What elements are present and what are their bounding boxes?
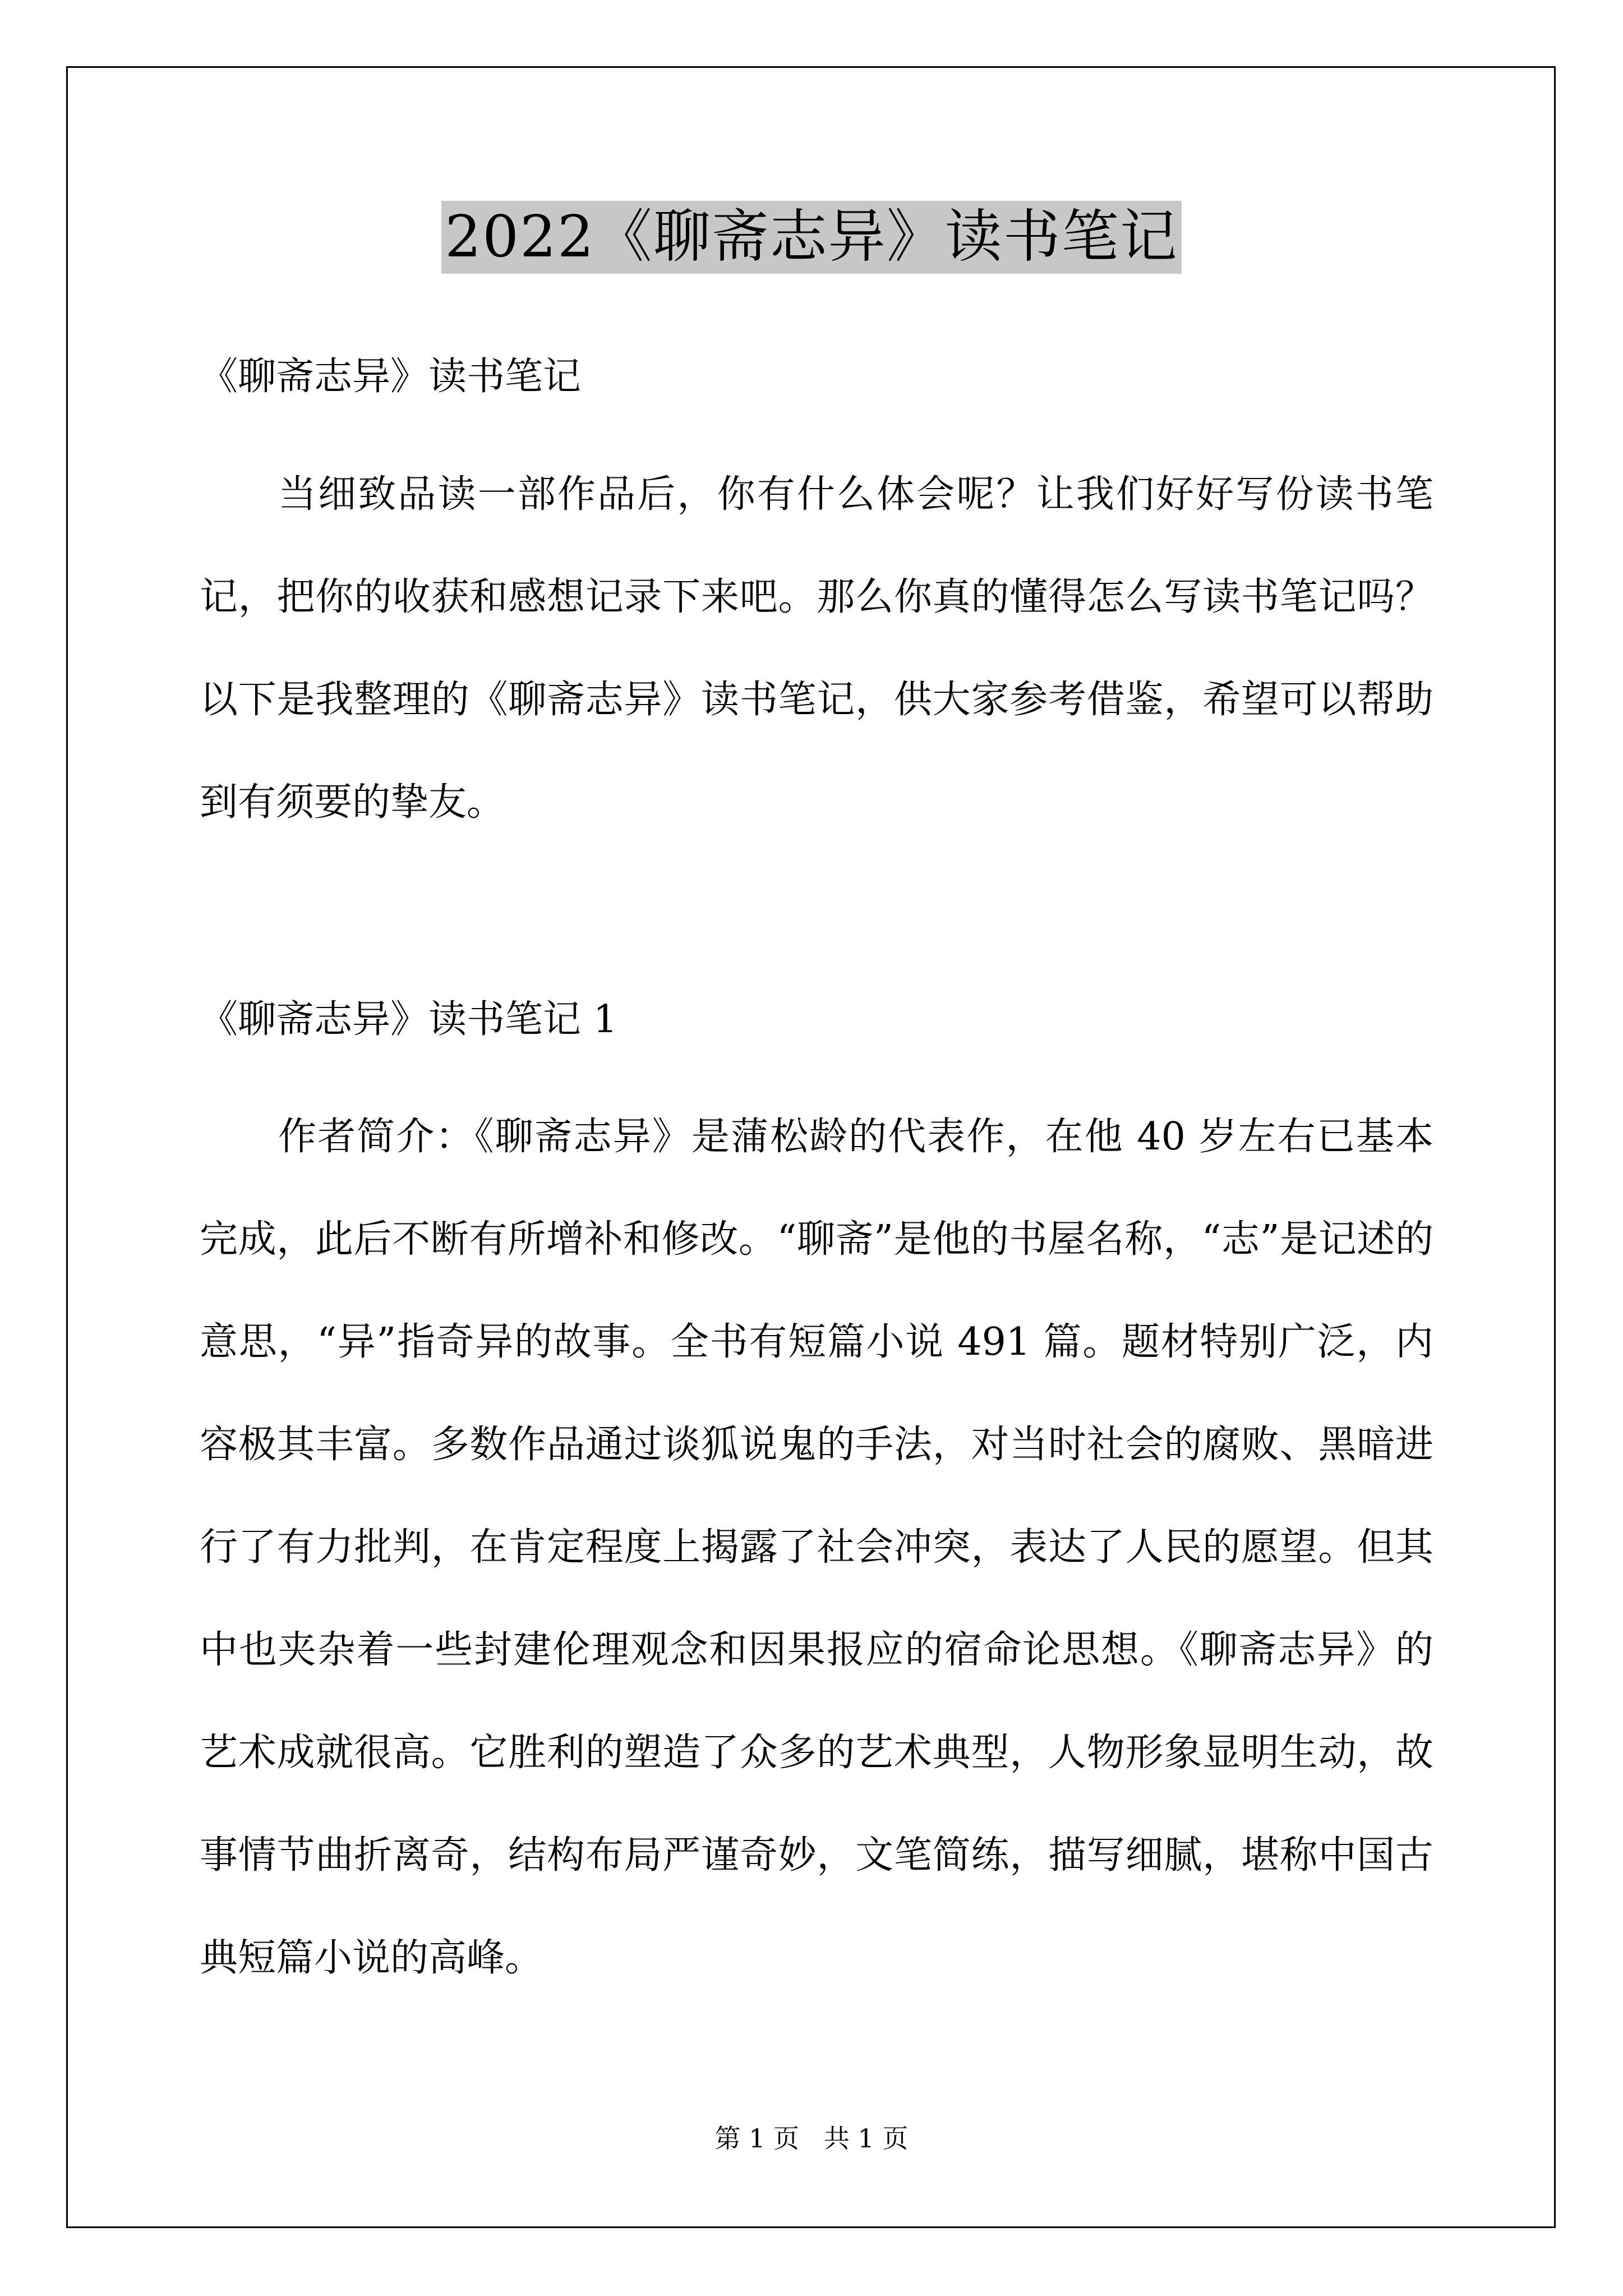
document-title: 2022《聊斋志异》读书笔记 [441,201,1182,274]
intro-paragraph: 当细致品读一部作品后，你有什么体会呢？让我们好好写份读书笔记，把你的收获和感想记录下来吧。那么你真的懂得怎么写读书笔记吗？以下是我整理的《聊斋志异》读书笔记，供大家参考借鉴，希望可以帮助到有须要的挚友。 [200,472,1433,825]
title-container [0,201,1623,274]
section-heading-intro: 《聊斋志异》读书笔记 [200,355,582,399]
section-heading-note-1: 《聊斋志异》读书笔记 1 [200,997,617,1042]
body-paragraph: 作者简介：《聊斋志异》是蒲松龄的代表作，在他 40 岁左右已基本完成，此后不断有所增补和修改。“聊斋”是他的书屋名称，“志”是记述的意思，“异”指奇异的故事。全书有短篇小说 491 篇。题材特别广泛，内容极其丰富。多数作品通过谈狐说鬼的手法，对当时社会的腐败、黑暗进行了有力批判，在肯定程度上揭露了社会冲突，表达了人民的愿望。但其中也夹杂着一些封建伦理观念和因果报应的宿命论思想。《聊斋志异》的艺术成就很高。它胜利的塑造了众多的艺术典型，人物形象显明生动，故事情节曲折离奇，结构布局严谨奇妙，文笔简练，描写细腻，堪称中国古典短篇小说的高峰。 [200,1115,1433,1980]
page-footer: 第 1 页 共 1 页 [714,2123,909,2154]
